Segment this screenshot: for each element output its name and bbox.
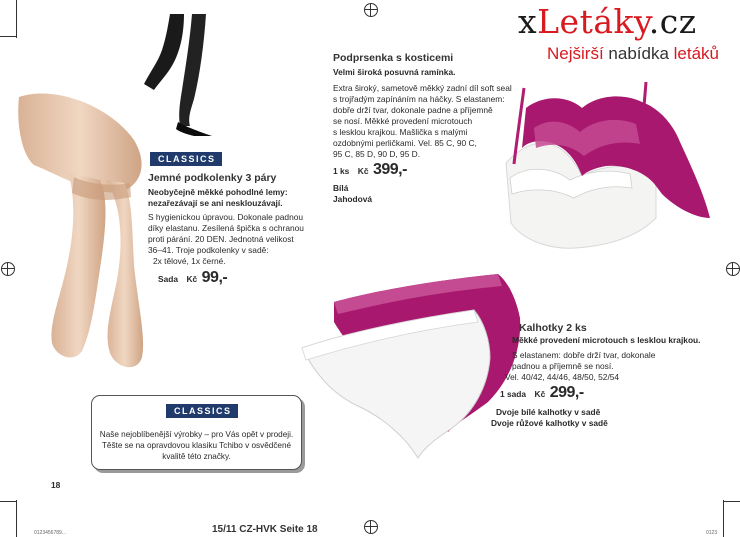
- bra-subtitle: Velmi široká posuvná ramínka.: [333, 67, 456, 77]
- socks-unit: Sada: [158, 274, 179, 284]
- bra-desc-2: s trojřadým zapínáním na háčky. S elastanem:: [333, 94, 505, 104]
- briefs-desc-3: Vel. 40/42, 44/46, 48/50, 52/54: [505, 372, 620, 382]
- bra-currency: Kč: [357, 166, 369, 176]
- note-line-3: kvalitě této značky.: [162, 452, 231, 461]
- bra-desc-1: Extra široký, sametově měkký zadní díl soft seal: [333, 83, 512, 93]
- crop-mark: [724, 501, 740, 502]
- crop-mark: [723, 500, 724, 537]
- bra-color-1: Bílá: [333, 183, 349, 193]
- black-stocking-photo: [140, 14, 230, 136]
- note-classics-badge: CLASSICS: [166, 404, 238, 418]
- registration-mark: [1, 262, 15, 276]
- briefs-desc-1: S elastanem: dobře drží tvar, dokonale: [512, 350, 656, 360]
- briefs-desc-2: padnou a příjemně se nosí.: [512, 361, 614, 371]
- note-line-2: Těšte se na opravdovou klasiku Tchibo v osvědčené: [101, 441, 292, 450]
- bra-desc-5: s lesklou krajkou. Mašlička s malými: [333, 127, 468, 137]
- knee-highs-photo: [14, 85, 154, 385]
- leg-left: [51, 173, 105, 357]
- note-text: [98, 429, 295, 462]
- briefs-set-2: Dvoje růžové kalhotky v sadě: [491, 418, 608, 428]
- socks-desc-5: 2x tělové, 1x černé.: [153, 256, 226, 266]
- bra-color-2: Jahodová: [333, 194, 373, 204]
- briefs-subtitle: Měkké provedení microtouch s lesklou krajkou.: [512, 335, 701, 345]
- bra-price: 399,-: [372, 161, 407, 178]
- socks-subtitle-1: Neobyčejně měkké pohodlné lemy:: [148, 187, 288, 197]
- crop-mark: [0, 36, 16, 37]
- briefs-set-1: Dvoje bílé kalhotky v sadě: [496, 407, 601, 417]
- black-heel: [176, 122, 212, 136]
- socks-desc-1: S hygienickou úpravou. Dokonale padnou: [148, 212, 304, 222]
- briefs-price-row: [500, 384, 584, 402]
- briefs-price: 299,-: [549, 384, 584, 401]
- print-code-left: 0123456789...: [34, 530, 66, 536]
- socks-price: 99,-: [201, 269, 228, 286]
- socks-desc-3: proti párání. 20 DEN. Jednotná velikost: [148, 234, 294, 244]
- bra-desc-6: ozdobnými perličkami. Vel. 85 C, 90 C,: [333, 138, 477, 148]
- briefs-photo: [298, 262, 530, 462]
- print-code-right: 0123: [706, 530, 718, 536]
- crop-mark: [16, 0, 17, 38]
- black-leg-1: [144, 14, 184, 90]
- socks-desc-2: díky elastanu. Zesílená špička s ochranou: [148, 223, 304, 233]
- bra-title: Podprsenka s kosticemi: [333, 52, 454, 64]
- socks-title: Jemné podkolenky 3 páry: [148, 172, 277, 184]
- registration-mark: [364, 520, 378, 534]
- brand-logo: xLetáky.cz: [518, 2, 697, 41]
- classics-note-box: [91, 395, 302, 470]
- registration-mark: [364, 3, 378, 17]
- brand-tagline: Nejširší nabídka letáků: [547, 44, 720, 63]
- leg-right: [106, 180, 143, 367]
- briefs-unit: 1 sada: [500, 389, 527, 399]
- note-line-1: Naše nejoblíbenější výrobky – pro Vás opět v prodeji.: [99, 430, 294, 439]
- socks-subtitle-2: nezařezávají se ani nesklouzávají.: [148, 198, 283, 208]
- bra-desc-3: dobře drží tvar, dokonale padne a příjemně: [333, 105, 493, 115]
- bra-desc-4: se nosí. Měkké provedení microtouch: [333, 116, 473, 126]
- briefs-title: Kalhotky 2 ks: [519, 322, 587, 334]
- bra-price-row: [333, 161, 407, 179]
- classics-badge: CLASSICS: [150, 152, 222, 166]
- crop-mark: [0, 501, 16, 502]
- print-slug: 15/11 CZ-HVK Seite 18: [212, 524, 318, 535]
- socks-price-row: [158, 269, 227, 287]
- crop-mark: [16, 500, 17, 537]
- registration-mark: [726, 262, 740, 276]
- socks-currency: Kč: [186, 274, 198, 284]
- socks-desc-4: 36–41. Troje podkolenky v sadě:: [148, 245, 269, 255]
- page-number: 18: [51, 480, 61, 490]
- bra-unit: 1 ks: [333, 166, 350, 176]
- black-leg-2: [179, 14, 206, 126]
- bra-desc-7: 95 C, 85 D, 90 D, 95 D.: [333, 149, 421, 159]
- bra-photo: [496, 68, 728, 260]
- briefs-currency: Kč: [534, 389, 546, 399]
